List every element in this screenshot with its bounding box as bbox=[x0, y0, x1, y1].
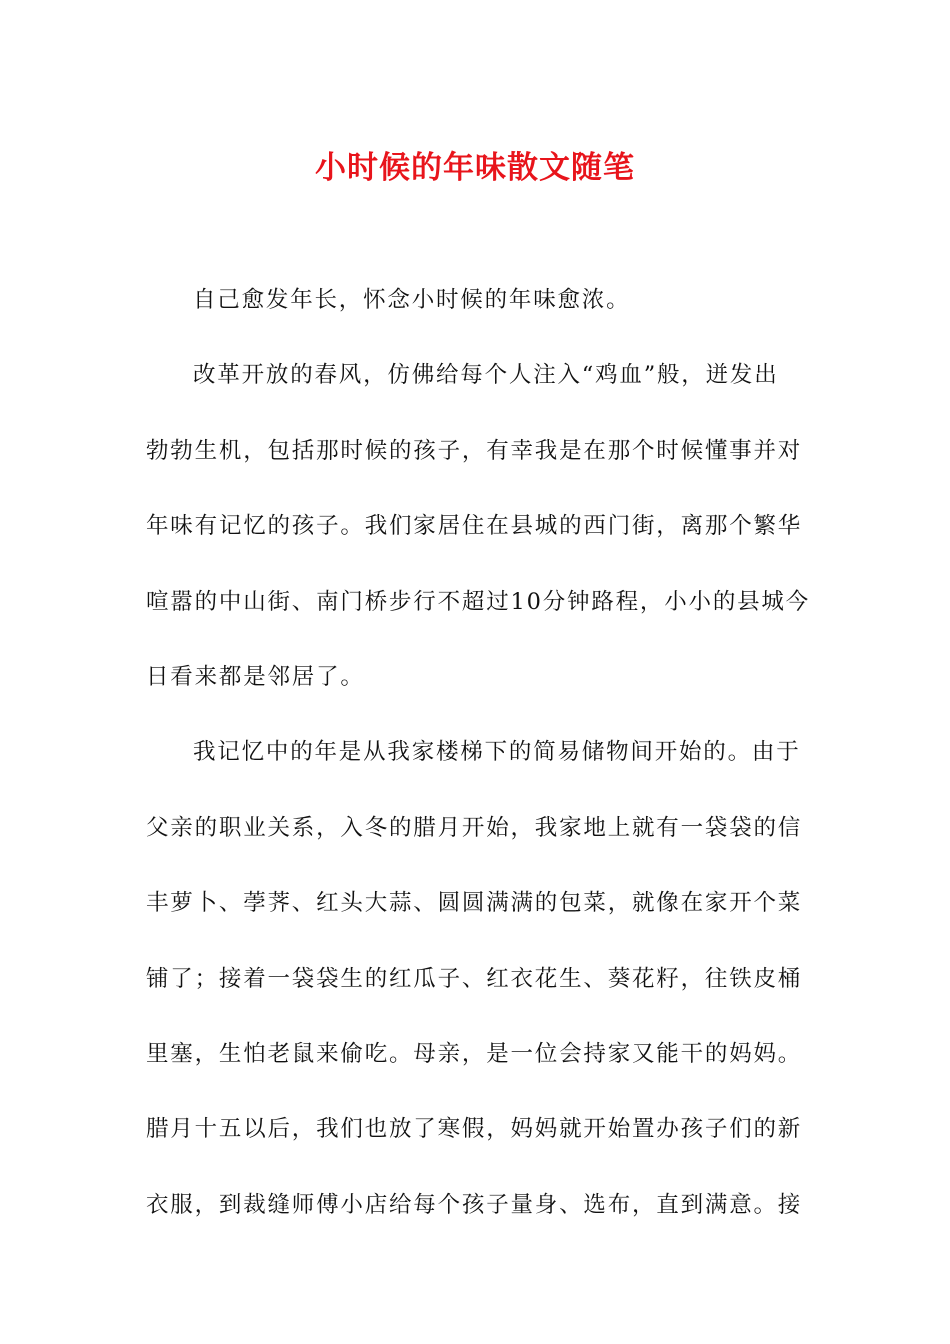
paragraph-2 bbox=[146, 347, 811, 724]
paragraph-line: 丰萝卜、荸荠、红头大蒜、圆圆满满的包菜，就像在家开个菜 bbox=[146, 890, 803, 917]
paragraph-3 bbox=[146, 724, 806, 1252]
paragraph-line: 腊月十五以后，我们也放了寒假，妈妈就开始置办孩子们的新 bbox=[146, 1116, 803, 1143]
paragraph-line: 衣服，到裁缝师傅小店给每个孩子量身、选布，直到满意。接 bbox=[146, 1191, 803, 1218]
paragraph-line: 勃勃生机，包括那时候的孩子，有幸我是在那个时候懂事并对 bbox=[146, 437, 803, 464]
paragraph-line: 父亲的职业关系，入冬的腊月开始，我家地上就有一袋袋的信 bbox=[146, 814, 803, 841]
document-body bbox=[146, 272, 811, 1252]
paragraph-line: 改革开放的春风，仿佛给每个人注入“鸡血”般，迸发出 bbox=[193, 362, 779, 389]
paragraph-1 bbox=[146, 272, 806, 347]
paragraph-line: 里塞，生怕老鼠来偷吃。母亲，是一位会持家又能干的妈妈。 bbox=[146, 1040, 803, 1067]
paragraph-line: 喧嚣的中山街、南门桥步行不超过10分钟路程，小小的县城今 bbox=[146, 588, 811, 615]
paragraph-line: 年味有记忆的孩子。我们家居住在县城的西门街，离那个繁华 bbox=[146, 513, 803, 540]
document-title: 小时候的年味散文随笔 bbox=[315, 150, 635, 186]
paragraph-line: 铺了；接着一袋袋生的红瓜子、红衣花生、葵花籽，往铁皮桶 bbox=[146, 965, 803, 992]
paragraph-line: 日看来都是邻居了。 bbox=[146, 663, 365, 690]
paragraph-line: 自己愈发年长，怀念小时候的年味愈浓。 bbox=[193, 287, 631, 313]
paragraph-line: 我记忆中的年是从我家楼梯下的简易储物间开始的。由于 bbox=[193, 739, 801, 766]
